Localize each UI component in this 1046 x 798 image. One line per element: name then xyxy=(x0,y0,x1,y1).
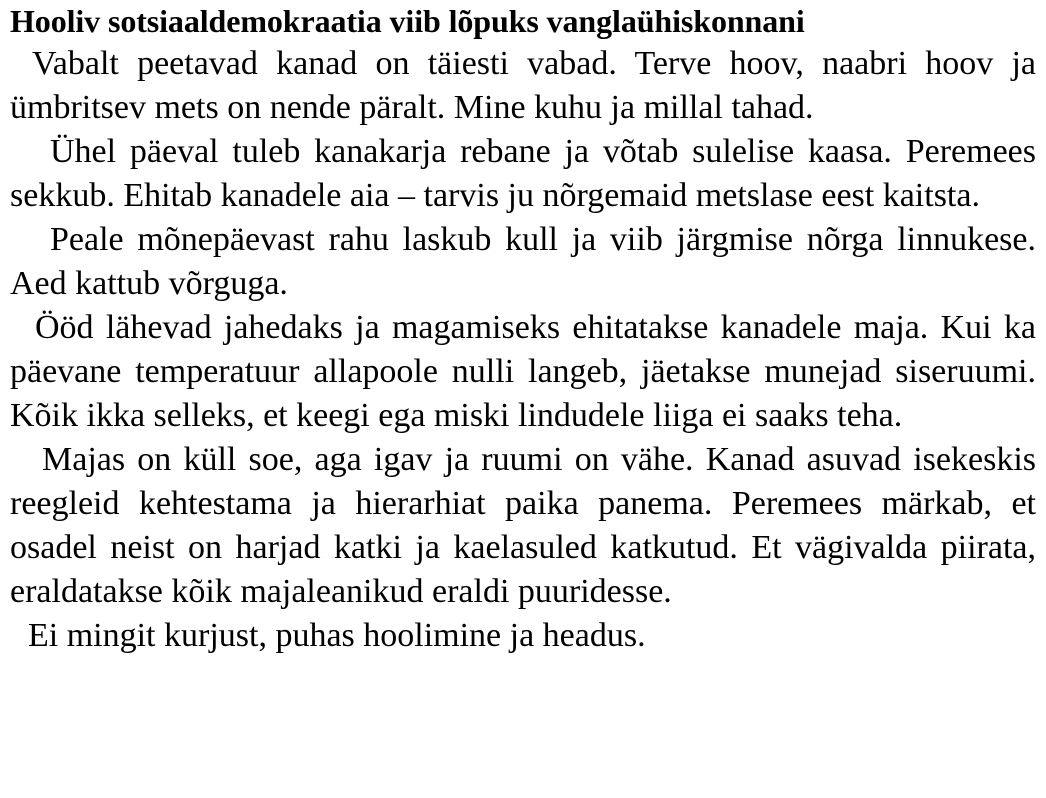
document xyxy=(10,0,1036,658)
paragraph-4: Ööd lähevad jahedaks ja magamiseks ehitatakse kanadele maja. Kui ka päevane temperatuur allapoole nulli langeb, jäetakse munejad siseruumi. Kõik ikka selleks, et keegi ega miski lindudele liiga ei saaks teha. xyxy=(10,309,1036,434)
paragraph-1: Vabalt peetavad kanad on täiesti vabad. Terve hoov, naabri hoov ja ümbritsev mets on nende päralt. Mine kuhu ja millal tahad. xyxy=(10,45,1036,126)
paragraph-2: Ühel päeval tuleb kanakarja rebane ja võtab sulelise kaasa. Peremees sekkub. Ehitab kanadele aia – tarvis ju nõrgemaid metslase eest kaitsta. xyxy=(10,133,1036,214)
paragraph-5: Majas on küll soe, aga igav ja ruumi on vähe. Kanad asuvad isekeskis reegleid kehtestama ja hierarhiat paika panema. Peremees märkab, et osadel neist on harjad katki ja kaelasuled katkutud. Et vägivalda piirata, eraldatakse kõik majaleanikud eraldi puuridesse. xyxy=(10,441,1036,610)
paragraph-6: Ei mingit kurjust, puhas hoolimine ja headus. xyxy=(28,617,646,654)
document-title: Hooliv sotsiaaldemokraatia viib lõpuks vanglaühiskonnani xyxy=(10,3,805,39)
paragraph-3: Peale mõnepäevast rahu laskub kull ja viib järgmise nõrga linnukese. Aed kattub võrguga. xyxy=(10,221,1036,302)
